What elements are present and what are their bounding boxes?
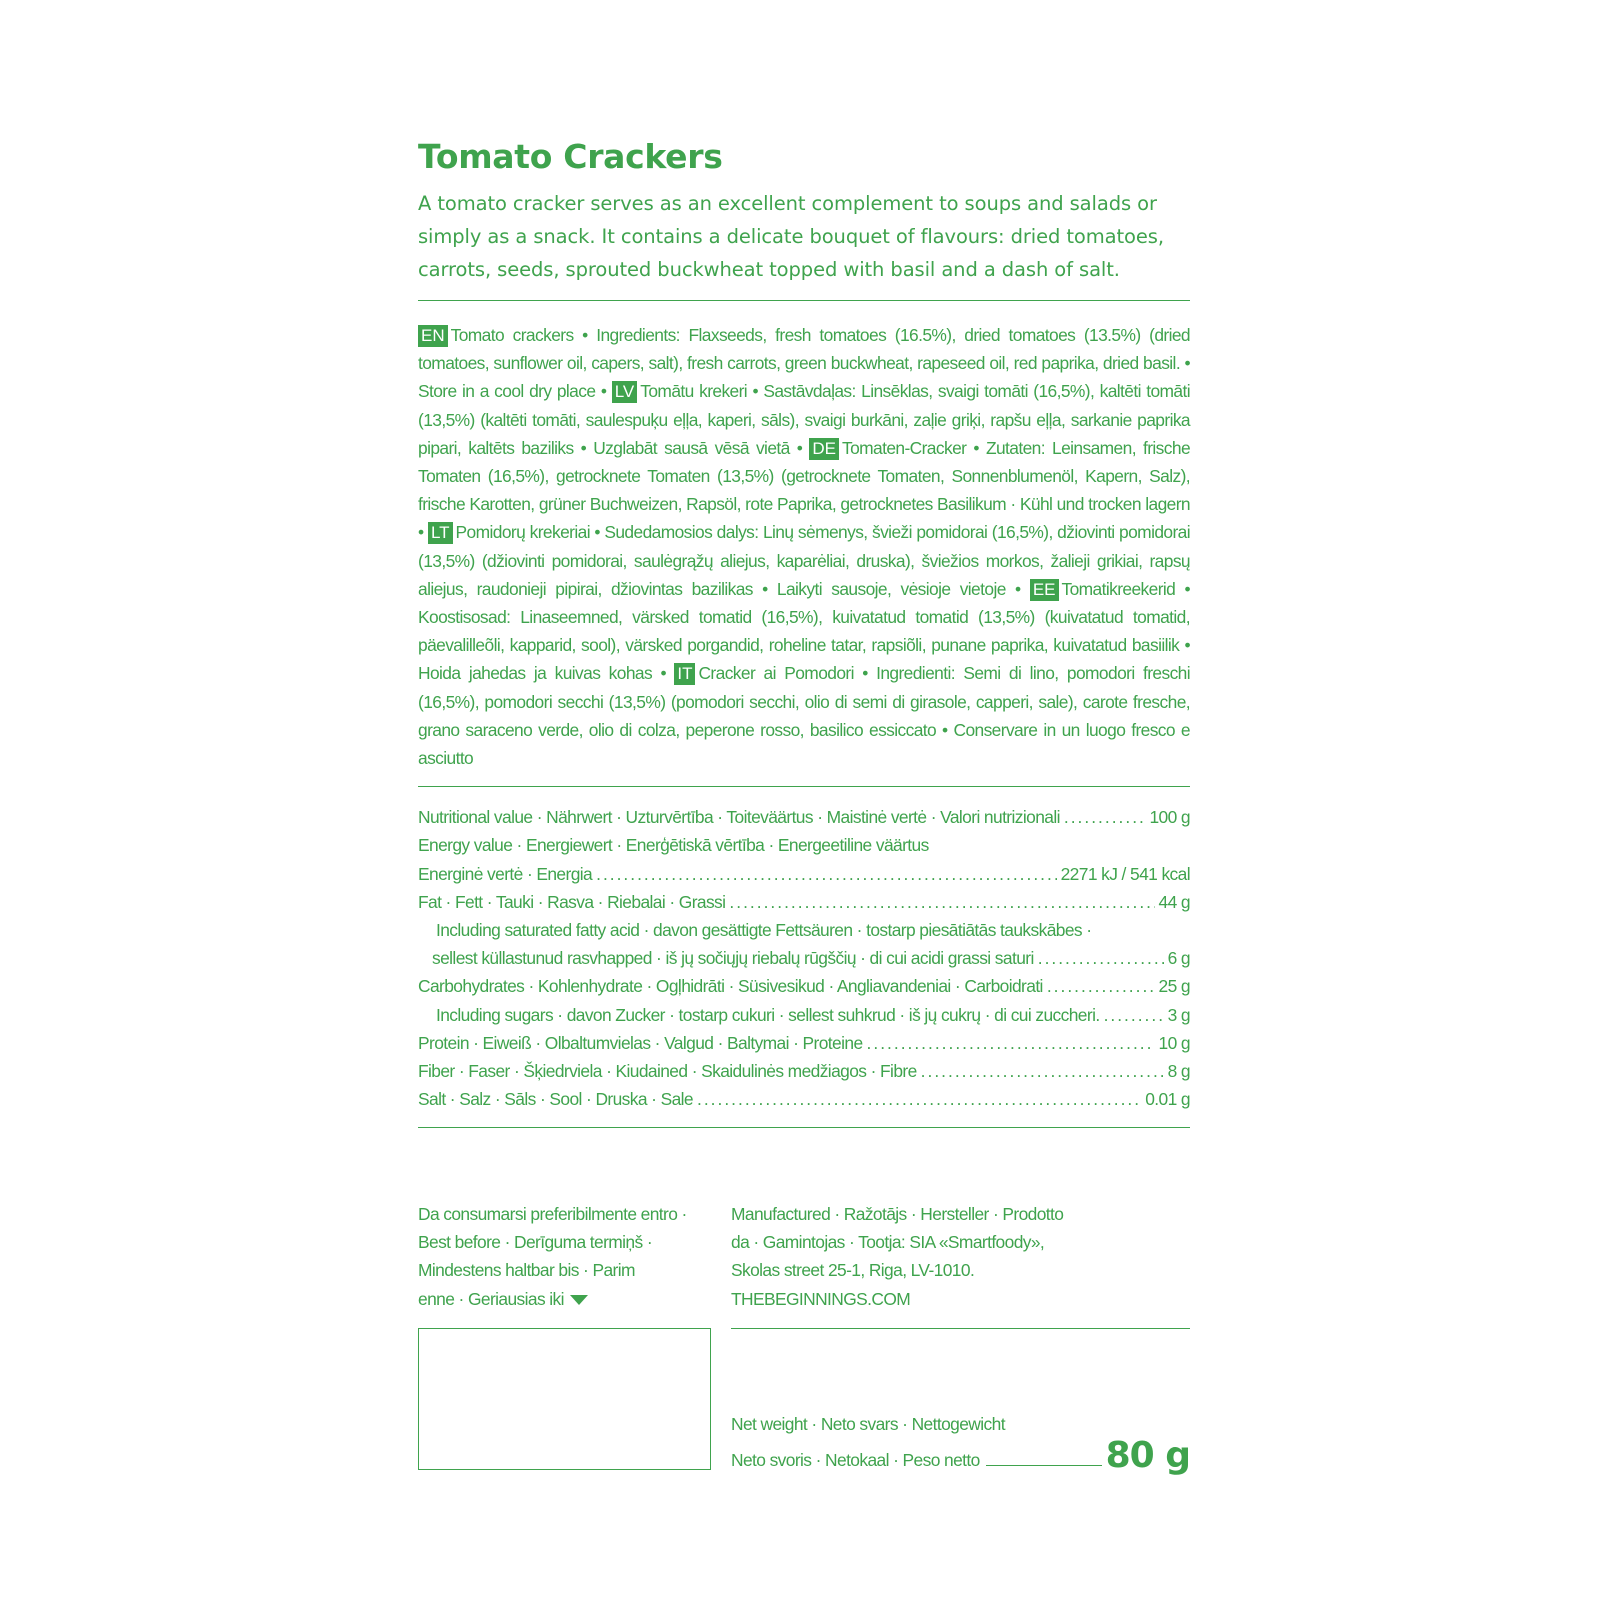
ingredient-text: Tomaten-Cracker • Zutaten: Leinsamen, frische Tomaten (16,5%), getrocknete Tomaten (13,5%) (getrocknete Tomaten, Sonnenblumenöl, Kapern, Salz), frische Karotten, grüner Buchweizen, Rapsöl, rote Paprika, getrocknetes Basilikum · Kühl und trocken lagern • xyxy=(418,437,1191,543)
triangle-down-icon xyxy=(570,1295,588,1305)
energy-label-line-2: Energinė vertė · Energia xyxy=(418,863,593,884)
language-badge: LT xyxy=(428,522,453,544)
nutrition-saturated-row-1 xyxy=(418,916,1190,944)
dot-leader xyxy=(1047,972,1155,1000)
best-before-text: enne · Geriausias iki xyxy=(418,1288,564,1309)
best-before-line: Best before · Derīguma termiņš · xyxy=(418,1232,653,1253)
nutrition-protein-row xyxy=(418,1029,1190,1057)
ingredient-text: Cracker ai Pomodori • Ingredienti: Semi di lino, pomodori freschi (16,5%), pomodori secchi (13,5%) (pomodori secchi, olio di semi di girasole, capperi, sale), carote fresche, grano saraceno verde, olio di colza, peperone rosso, basilico essiccato • Conservare in un luogo fresco e asciutto xyxy=(418,663,1191,769)
best-before-line: Da consumarsi preferibilmente entro · xyxy=(418,1204,687,1224)
website-text: THEBEGINNINGS.COM xyxy=(731,1288,911,1309)
nutrition-fiber-row xyxy=(418,1057,1190,1085)
dot-leader xyxy=(697,1085,1141,1113)
carbs-label: Carbohydrates · Kohlenhydrate · Ogļhidrāti · Süsivesikud · Angliavandeniai · Carboidrati xyxy=(418,976,1043,997)
net-weight-value: 80 g xyxy=(1105,1435,1190,1477)
language-badge: LV xyxy=(612,381,638,403)
divider-bottom xyxy=(418,1127,1190,1128)
product-title: Tomato Crackers xyxy=(418,137,723,176)
net-weight-label-line-1: Net weight · Neto svars · Nettogewicht xyxy=(731,1414,1005,1434)
net-weight-line-2 xyxy=(731,1435,1190,1477)
nutrition-header-row xyxy=(418,803,1190,831)
net-weight-label-line-2: Neto svoris · Netokaal · Peso netto xyxy=(731,1450,980,1470)
saturated-label-line-1: Including saturated fatty acid · davon gesättigte Fettsäuren · tostarp piesātiātās taukskābes · xyxy=(436,920,1092,941)
manufacturer-block xyxy=(731,1200,1190,1313)
dot-leader xyxy=(1038,944,1164,972)
fiber-label: Fiber · Faser · Šķiedrviela · Kiudained · Skaidulinės medžiagos · Fibre xyxy=(418,1061,917,1082)
language-badge: EN xyxy=(418,325,448,347)
ingredients-block xyxy=(418,321,1190,772)
dot-leader xyxy=(1104,1001,1164,1029)
salt-label: Salt · Salz · Sāls · Sool · Druska · Sale xyxy=(418,1089,693,1110)
language-badge: EE xyxy=(1030,579,1059,601)
protein-value: 10 g xyxy=(1158,1032,1190,1053)
dot-leader xyxy=(596,860,1057,888)
nutrition-saturated-row-2 xyxy=(418,944,1190,972)
ingredient-text: Tomato crackers • Ingredients: Flaxseeds, fresh tomatoes (16.5%), dried tomatoes (13.5%) (dried tomatoes, sunflower oil, capers, salt), fresh carrots, green buckwheat, rapeseed oil, red paprika, dried basil. • Store in a cool dry place • xyxy=(418,325,1190,402)
ingredient-text: Tomatikreekerid • Koostisosad: Linaseemned, värsked tomatid (16,5%), kuivatatud tomatid (13,5%) (kuivatatud tomatid, päevalilleõli, kapparid, sool), värsked porgandid, roheline tatar, rapsiõli, punane paprika, kuivatatud basiilik • Hoida jahedas ja kuivas kohas • xyxy=(418,578,1191,684)
nutrition-table xyxy=(418,803,1190,1113)
best-before-line xyxy=(418,1285,713,1313)
best-before-line: Mindestens haltbar bis · Parim xyxy=(418,1260,635,1281)
nutrition-salt-row xyxy=(418,1085,1190,1113)
dot-leader xyxy=(729,888,1154,916)
manufacturer-line: Skolas street 25-1, Riga, LV-1010. xyxy=(731,1260,975,1281)
divider-middle xyxy=(418,786,1190,787)
dot-leader xyxy=(867,1029,1155,1057)
best-before-date-box xyxy=(418,1328,711,1470)
fat-value: 44 g xyxy=(1158,891,1190,912)
sugars-label: Including sugars · davon Zucker · tostarp cukuri · sellest suhkrud · iš jų cukrų · di cui zuccheri. xyxy=(436,1004,1100,1025)
carbs-value: 25 g xyxy=(1158,976,1190,997)
fiber-value: 8 g xyxy=(1167,1061,1190,1082)
manufacturer-line: da · Gamintojas · Tootja: SIA «Smartfoody», xyxy=(731,1232,1045,1253)
nutrition-fat-row xyxy=(418,888,1190,916)
protein-label: Protein · Eiweiß · Olbaltumvielas · Valgud · Baltymai · Proteine xyxy=(418,1032,863,1053)
divider-manufacturer xyxy=(731,1328,1190,1329)
sugars-value: 3 g xyxy=(1167,1004,1190,1025)
dot-leader xyxy=(921,1057,1164,1085)
language-badge: DE xyxy=(809,438,839,460)
net-weight-underline xyxy=(986,1465,1102,1466)
saturated-value: 6 g xyxy=(1167,948,1190,969)
product-description: A tomato cracker serves as an excellent complement to soups and salads or simply as a snack. It contains a delicate bouquet of flavours: dried tomatoes, carrots, seeds, sprouted buckwheat topped with basil and a dash of salt. xyxy=(418,192,1164,281)
dot-leader xyxy=(1064,803,1146,831)
salt-value: 0.01 g xyxy=(1145,1089,1190,1110)
nutrition-carbs-row xyxy=(418,972,1190,1000)
best-before-block xyxy=(418,1200,713,1313)
energy-value: 2271 kJ / 541 kcal xyxy=(1060,863,1190,884)
nutrition-header-value: 100 g xyxy=(1149,807,1190,828)
language-badge: IT xyxy=(674,663,695,685)
nutrition-header-label: Nutritional value · Nährwert · Uzturvērtība · Toiteväärtus · Maistinė vertė · Valori nutrizionali xyxy=(418,807,1060,828)
label-panel xyxy=(418,135,1190,1128)
ingredient-text: Pomidorų krekeriai • Sudedamosios dalys: Linų sėmenys, švieži pomidorai (16,5%), džiovinti pomidorai (13,5%) (džiovinti pomidorai, saulėgrąžų aliejus, kaparėliai, druska), šviežios morkos, žalieji grikiai, rapsų aliejus, raudonieji pipirai, džiovintas bazilikas • Laikyti sausoje, vėsioje vietoje • xyxy=(418,522,1191,599)
ingredient-text: Tomātu krekeri • Sastāvdaļas: Linsēklas, svaigi tomāti (16,5%), kaltēti tomāti (13,5%) (kaltēti tomāti, saulespuķu eļļa, kaperi, sāls), svaigi burkāni, zaļie griķi, rapšu eļļa, sarkanie paprika pipari, kaltēts baziliks • Uzglabāt sausā vēsā vietā • xyxy=(418,381,1191,458)
nutrition-energy-row-2 xyxy=(418,860,1190,888)
saturated-label-line-2: sellest küllastunud rasvhapped · iš jų sočiųjų riebalų rūgščių · di cui acidi grassi saturi xyxy=(432,948,1034,969)
nutrition-sugars-row xyxy=(418,1001,1190,1029)
energy-label-line-1: Energy value · Energiewert · Enerģētiskā vērtība · Energeetiline väärtus xyxy=(418,835,929,856)
net-weight-block xyxy=(731,1410,1190,1477)
manufacturer-line: Manufactured · Ražotājs · Hersteller · Prodotto xyxy=(731,1204,1064,1224)
divider-top xyxy=(418,300,1190,301)
fat-label: Fat · Fett · Tauki · Rasva · Riebalai · Grassi xyxy=(418,891,726,912)
nutrition-energy-row-1 xyxy=(418,831,1190,859)
